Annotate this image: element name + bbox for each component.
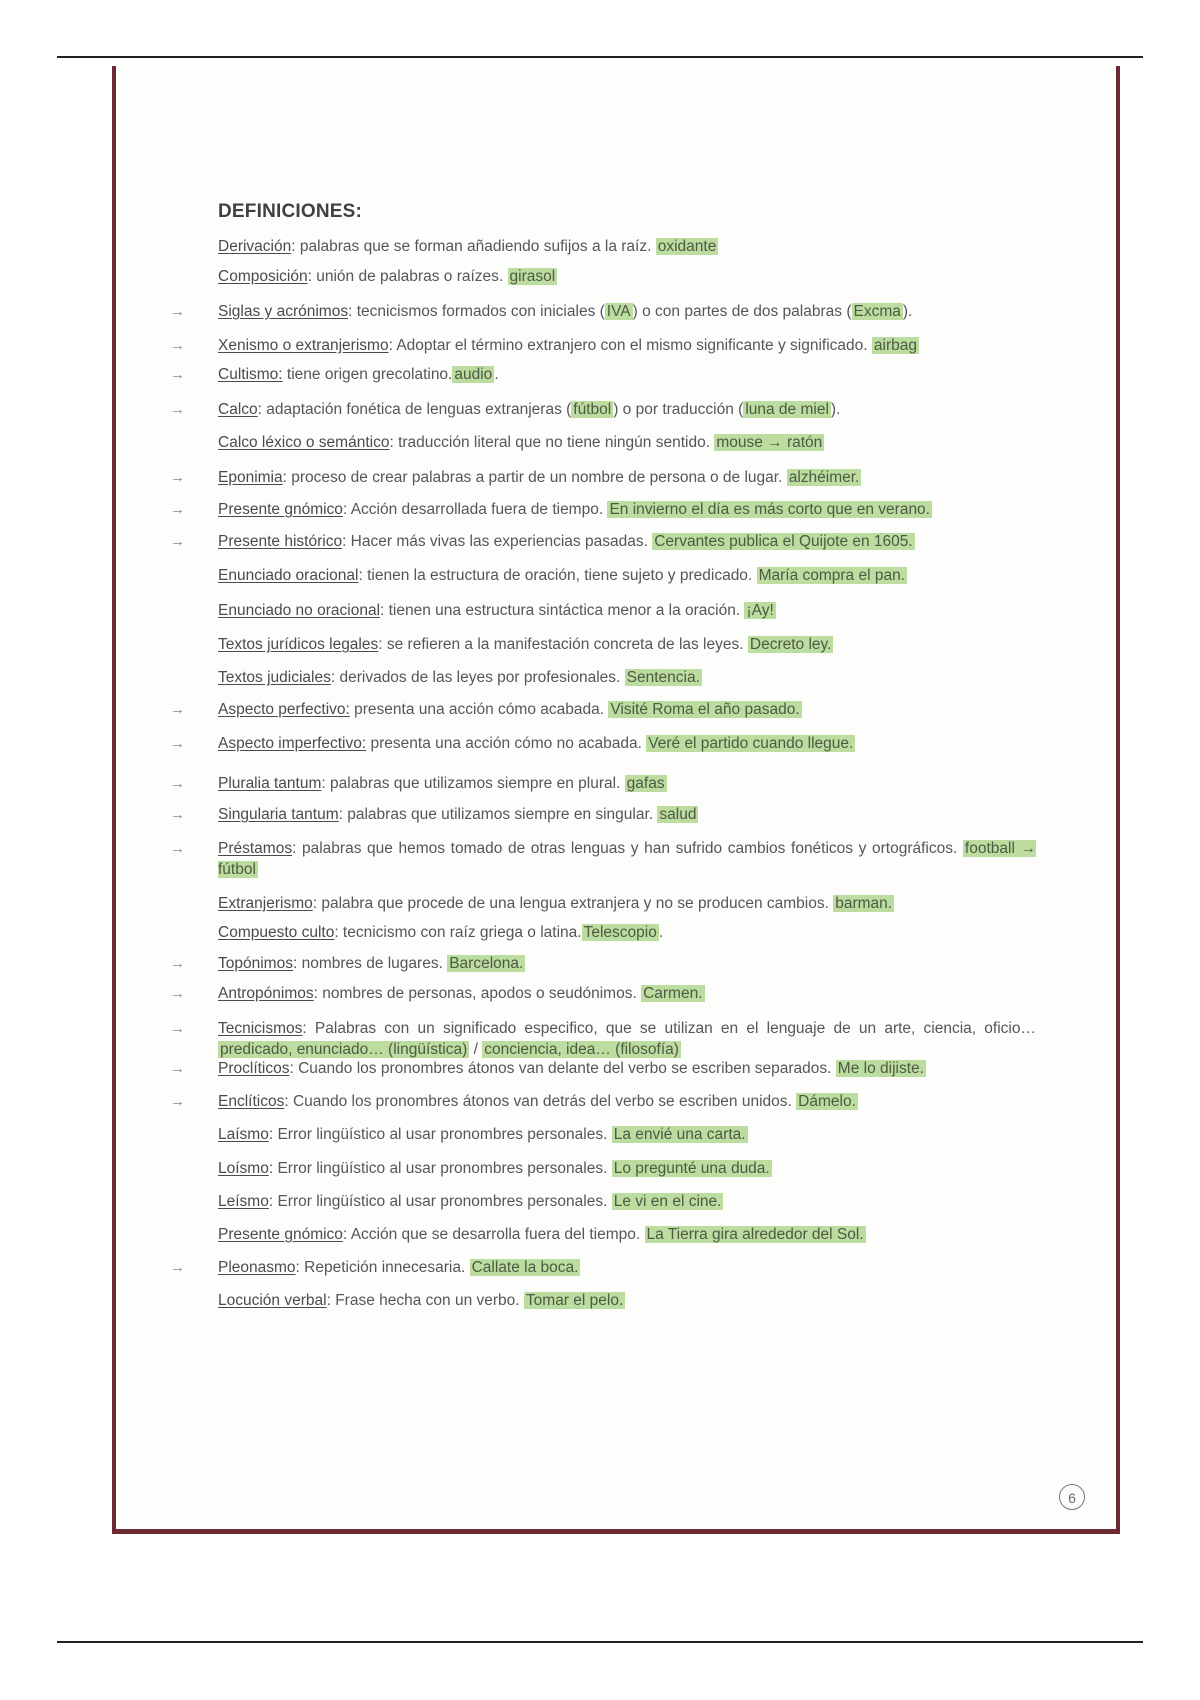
definition-text: : proceso de crear palabras a partir de un nombre de persona o de lugar.	[282, 469, 783, 486]
arrow-icon: →	[170, 337, 185, 354]
definition-entry	[218, 301, 1036, 322]
definition-text: : Cuando los pronombres átonos van delante del verbo se escriben separados.	[289, 1060, 832, 1077]
definition-text: : Error lingüístico al usar pronombres personales.	[268, 1126, 608, 1143]
arrow-icon: →	[170, 806, 185, 823]
term-label: Enclíticos	[218, 1093, 285, 1110]
page-title: DEFINICIONES:	[218, 201, 363, 222]
definition-text: : tienen la estructura de oración, tiene sujeto y predicado.	[358, 567, 753, 584]
definition-entry	[218, 565, 1036, 586]
example-highlight: audio	[454, 366, 493, 383]
bottom-rule	[57, 1641, 1143, 1643]
definition-entry	[218, 600, 1036, 621]
term-label: Aspecto imperfectivo:	[218, 735, 367, 752]
term-label: Enunciado no oracional	[218, 602, 381, 619]
definition-entry	[218, 838, 1036, 880]
definition-text: : unión de palabras o raízes.	[307, 268, 504, 285]
term-label: Calco	[218, 401, 258, 418]
definition-text: : nombres de lugares.	[292, 955, 443, 972]
arrow-icon: →	[170, 501, 185, 518]
example-highlight: alzhéimer.	[788, 469, 860, 486]
arrow-icon: →	[170, 1259, 185, 1276]
term-label: Composición	[218, 268, 308, 285]
top-rule	[57, 56, 1143, 58]
definition-text: : tecnicismo con raíz griega o latina.	[334, 924, 582, 941]
example-highlight: barman.	[835, 895, 893, 912]
example-highlight: oxidante	[657, 238, 717, 255]
example-highlight: La Tierra gira alrededor del Sol.	[646, 1226, 864, 1243]
definition-entry	[218, 804, 1036, 825]
example-highlight: gafas	[626, 775, 665, 792]
definition-text: tiene origen grecolatino.	[282, 366, 453, 383]
arrow-icon: →	[170, 735, 185, 752]
arrow-icon: →	[170, 366, 185, 383]
term-label: Cultismo:	[218, 366, 283, 383]
term-label: Presente histórico	[218, 533, 343, 550]
example-highlight: Carmen.	[643, 985, 703, 1002]
example-highlight: mouse → ratón	[716, 434, 823, 451]
term-label: Singularia tantum	[218, 806, 339, 823]
example-highlight: La envié una carta.	[613, 1126, 746, 1143]
definition-text: : traducción literal que no tiene ningún sentido.	[389, 434, 711, 451]
example-highlight: fútbol	[573, 401, 612, 418]
example-highlight: Callate la boca.	[471, 1259, 579, 1276]
term-label: Loísmo	[218, 1160, 269, 1177]
definition-text: ).	[830, 401, 841, 418]
definition-text: : palabras que hemos tomado de otras lenguas y han sufrido cambios fonéticos y ortográficos.	[292, 840, 958, 857]
definition-text: ) o por traducción (	[613, 401, 744, 418]
example-highlight: María compra el pan.	[758, 567, 906, 584]
arrow-icon: →	[170, 401, 185, 418]
definition-entry	[218, 432, 1036, 453]
example-highlight: Lo pregunté una duda.	[613, 1160, 770, 1177]
definition-text: : Hacer más vivas las experiencias pasadas.	[342, 533, 648, 550]
arrow-icon: →	[170, 1060, 185, 1077]
term-label: Extranjerismo	[218, 895, 313, 912]
definition-text: : Cuando los pronombres átonos van detrás del verbo se escriben unidos.	[284, 1093, 792, 1110]
arrow-icon: →	[170, 1093, 185, 1110]
definition-entry	[218, 364, 1036, 385]
definition-entry	[218, 733, 1036, 754]
term-label: Topónimos	[218, 955, 293, 972]
definition-entry	[218, 467, 1036, 488]
definition-text: : Adoptar el término extranjero con el mismo significante y significado.	[388, 337, 868, 354]
term-label: Pluralia tantum	[218, 775, 322, 792]
definition-text: : se refieren a la manifestación concreta de las leyes.	[378, 636, 744, 653]
example-highlight: Visité Roma el año pasado.	[610, 701, 800, 718]
definition-text: : tienen una estructura sintáctica menor a la oración.	[380, 602, 741, 619]
definition-entry	[218, 1018, 1036, 1060]
term-label: Proclíticos	[218, 1060, 290, 1077]
term-label: Presente gnómico	[218, 1226, 343, 1243]
definition-text: : Palabras con un significado especifico, que se utilizan en el lenguaje de un arte, ciencia, oficio…	[302, 1020, 1036, 1037]
definition-entry	[218, 335, 1036, 356]
definition-entry	[218, 531, 1036, 552]
example-highlight: Cervantes publica el Quijote en 1605.	[654, 533, 913, 550]
definition-text: : derivados de las leyes por profesionales.	[330, 669, 621, 686]
definition-text: : Error lingüístico al usar pronombres personales.	[268, 1160, 608, 1177]
term-label: Derivación	[218, 238, 292, 255]
definition-text: : nombres de personas, apodos o seudónimos.	[313, 985, 637, 1002]
example-highlight: predicado, enunciado… (lingüística)	[220, 1041, 468, 1058]
definition-text: ) o con partes de dos palabras (	[632, 303, 852, 320]
example-highlight: En invierno el día es más corto que en verano.	[609, 501, 930, 518]
term-label: Textos jurídicos legales	[218, 636, 379, 653]
term-label: Compuesto culto	[218, 924, 335, 941]
arrow-icon: →	[170, 955, 185, 972]
term-label: Presente gnómico	[218, 501, 343, 518]
example-highlight: Dámelo.	[798, 1093, 856, 1110]
arrow-icon: →	[170, 840, 185, 857]
definition-entry	[218, 983, 1036, 1004]
example-highlight: Decreto ley.	[749, 636, 832, 653]
term-label: Aspecto perfectivo:	[218, 701, 350, 718]
definition-text: : palabras que se forman añadiendo sufijos a la raíz.	[291, 238, 652, 255]
term-label: Calco léxico o semántico	[218, 434, 390, 451]
arrow-icon: →	[170, 985, 185, 1002]
example-highlight: football → fútbol	[218, 840, 1036, 878]
term-label: Textos judiciales	[218, 669, 331, 686]
definition-entry	[218, 399, 1036, 420]
definition-text: : Acción que se desarrolla fuera del tiempo.	[342, 1226, 641, 1243]
term-label: Tecnicismos	[218, 1020, 303, 1037]
definition-entry	[218, 1224, 1036, 1245]
definition-entry	[218, 667, 1036, 688]
term-label: Enunciado oracional	[218, 567, 359, 584]
definition-entry	[218, 893, 1036, 914]
definition-entry	[218, 699, 1036, 720]
term-label: Locución verbal	[218, 1292, 327, 1309]
definition-text: : Repetición innecesaria.	[295, 1259, 466, 1276]
definition-entry	[218, 634, 1036, 655]
arrow-icon: →	[170, 303, 185, 320]
definition-entry	[218, 266, 1036, 287]
definition-text: : palabra que procede de una lengua extranjera y no se producen cambios.	[312, 895, 829, 912]
definition-text: : palabras que utilizamos siempre en plural.	[321, 775, 621, 792]
definition-entry	[218, 236, 1036, 257]
example-highlight: luna de miel	[745, 401, 829, 418]
example-highlight: conciencia, idea… (filosofía)	[484, 1041, 679, 1058]
definition-text: : adaptación fonética de lenguas extranjeras (	[257, 401, 572, 418]
term-label: Laísmo	[218, 1126, 269, 1143]
term-label: Siglas y acrónimos	[218, 303, 349, 320]
definition-text: /	[469, 1041, 483, 1058]
example-highlight: Sentencia.	[626, 669, 700, 686]
definition-entry	[218, 1091, 1036, 1112]
definition-text: presenta una acción cómo no acabada.	[366, 735, 642, 752]
example-highlight: ¡Ay!	[746, 602, 774, 619]
arrow-icon: →	[170, 533, 185, 550]
definition-text: ).	[902, 303, 913, 320]
definition-text: : palabras que utilizamos siempre en singular.	[338, 806, 654, 823]
example-highlight: Excma	[853, 303, 901, 320]
term-label: Xenismo o extranjerismo	[218, 337, 389, 354]
page-number: 6	[1059, 1484, 1085, 1510]
example-highlight: Le vi en el cine.	[613, 1193, 722, 1210]
example-highlight: Barcelona.	[449, 955, 524, 972]
example-highlight: salud	[659, 806, 697, 823]
definition-entry	[218, 1058, 1036, 1079]
definition-entry	[218, 499, 1036, 520]
definition-entry	[218, 953, 1036, 974]
definition-entry	[218, 1290, 1036, 1311]
definition-text: .	[658, 924, 664, 941]
definition-text: : Frase hecha con un verbo.	[326, 1292, 520, 1309]
arrow-icon: →	[170, 469, 185, 486]
term-label: Préstamos	[218, 840, 293, 857]
definition-text: .	[494, 366, 499, 383]
term-label: Leísmo	[218, 1193, 269, 1210]
definition-entry	[218, 1191, 1036, 1212]
definition-entry	[218, 1124, 1036, 1145]
definition-text: : tecnicismos formados con iniciales (	[348, 303, 605, 320]
arrow-icon: →	[170, 701, 185, 718]
term-label: Pleonasmo	[218, 1259, 296, 1276]
term-label: Antropónimos	[218, 985, 314, 1002]
arrow-icon: →	[170, 775, 185, 792]
example-highlight: IVA	[606, 303, 631, 320]
definition-entry	[218, 773, 1036, 794]
definition-text: : Error lingüístico al usar pronombres personales.	[268, 1193, 608, 1210]
definition-entry	[218, 1158, 1036, 1179]
example-highlight: Telescopio	[583, 924, 657, 941]
example-highlight: airbag	[873, 337, 917, 354]
definition-text: : Acción desarrollada fuera de tiempo.	[342, 501, 604, 518]
definition-entry	[218, 922, 1036, 943]
example-highlight: Me lo dijiste.	[837, 1060, 924, 1077]
arrow-icon: →	[170, 1020, 185, 1037]
example-highlight: girasol	[509, 268, 556, 285]
definition-text: presenta una acción cómo acabada.	[349, 701, 605, 718]
definition-entry	[218, 1257, 1036, 1278]
example-highlight: Veré el partido cuando llegue.	[648, 735, 854, 752]
term-label: Eponimia	[218, 469, 283, 486]
example-highlight: Tomar el pelo.	[525, 1292, 624, 1309]
